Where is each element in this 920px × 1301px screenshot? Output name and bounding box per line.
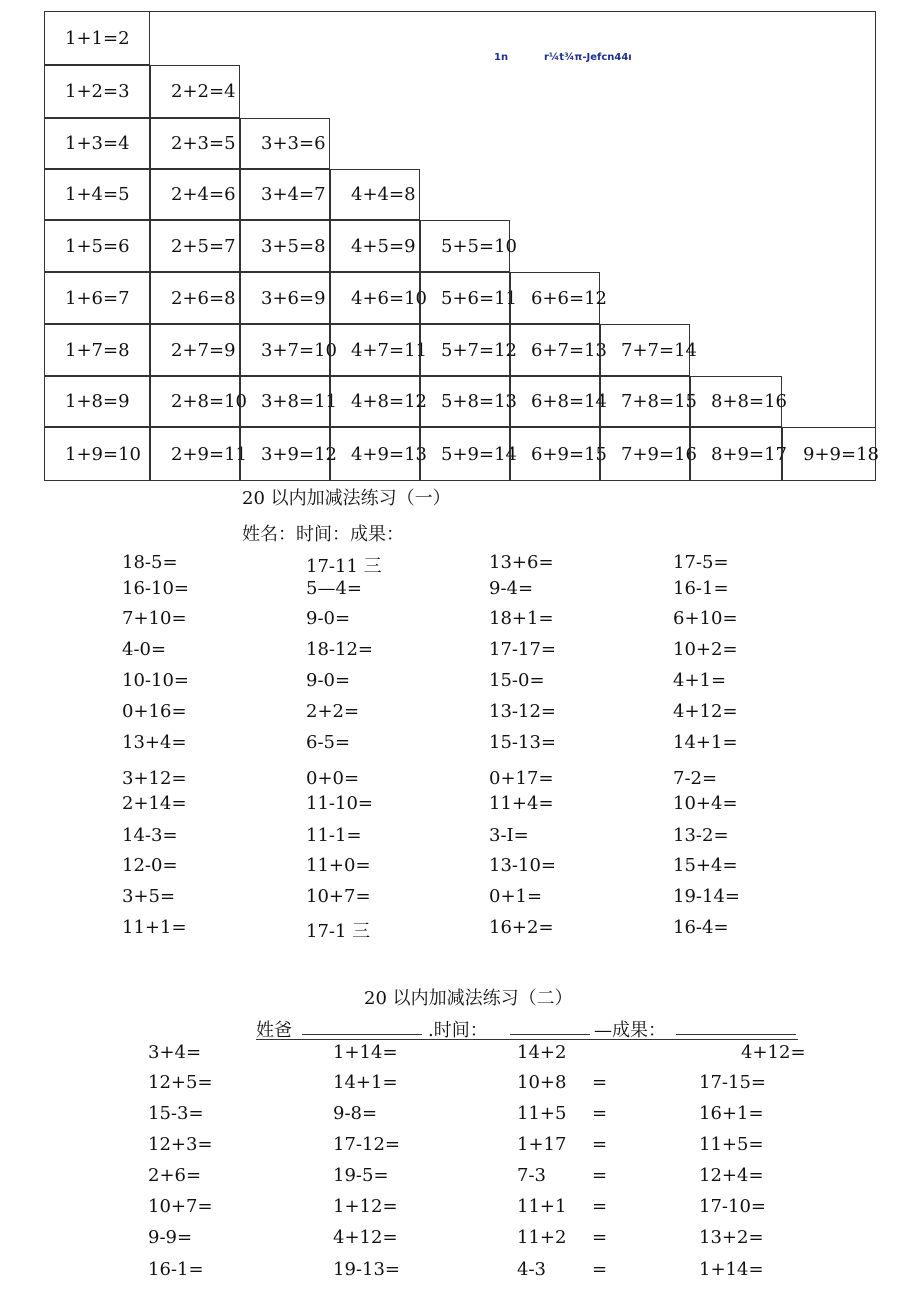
table-cell: 7+8=15 [600, 376, 690, 427]
table-cell: 6+7=13 [510, 324, 600, 376]
practice2-title: 20 以内加减法练习（二） [364, 988, 573, 1009]
problem: 3+12= [122, 768, 187, 789]
problem: 11+5= [699, 1134, 764, 1155]
problem: 15+4= [673, 855, 738, 876]
problem: 12+3= [148, 1134, 213, 1155]
table-cell: 3+6=9 [240, 272, 330, 324]
problem: 11-1= [306, 825, 362, 846]
problem: = [592, 1165, 608, 1186]
problem: 14+2 [517, 1042, 567, 1063]
table-cell: 2+7=9 [150, 324, 240, 376]
problem: 16-1= [673, 578, 729, 599]
problem: 17-1 三 [306, 921, 371, 942]
table-cell: 1+1=2 [44, 11, 150, 65]
problem: 13+6= [489, 552, 554, 573]
problem: 17-10= [699, 1196, 766, 1217]
problem: 10+7= [148, 1196, 213, 1217]
problem: 4+12= [741, 1042, 806, 1063]
problem: 9-0= [306, 608, 351, 629]
problem: 0+16= [122, 701, 187, 722]
table-cell: 1+8=9 [44, 376, 150, 427]
table-cell: 2+4=6 [150, 169, 240, 220]
table-cell: 6+6=12 [510, 272, 600, 324]
problem: 10+8 [517, 1072, 567, 1093]
problem: 1+12= [333, 1196, 398, 1217]
problem: 3+4= [148, 1042, 202, 1063]
table-cell: 3+7=10 [240, 324, 330, 376]
problem: 7-2= [673, 768, 718, 789]
problem: 7-3 [517, 1165, 546, 1186]
problem: 0+1= [489, 886, 543, 907]
problem: 11+2 [517, 1227, 567, 1248]
table-note-left: 1n [494, 52, 509, 63]
table-cell: 3+3=6 [240, 118, 330, 169]
table-cell: 5+6=11 [420, 272, 510, 324]
practice2-name-label: 姓爸 [256, 1020, 292, 1041]
problem: 4-3 [517, 1259, 546, 1280]
problem: 6-5= [306, 732, 351, 753]
problem: 11+1 [517, 1196, 567, 1217]
table-cell: 3+5=8 [240, 220, 330, 272]
problem: = [592, 1103, 608, 1124]
table-cell: 1+7=8 [44, 324, 150, 376]
problem: 9-4= [489, 578, 534, 599]
problem: 4-0= [122, 639, 167, 660]
table-cell: 5+7=12 [420, 324, 510, 376]
table-cell: 2+5=7 [150, 220, 240, 272]
table-cell: 4+4=8 [330, 169, 420, 220]
problem: 10+2= [673, 639, 738, 660]
time-blank[interactable] [510, 1018, 590, 1035]
problem: = [592, 1259, 608, 1280]
problem: 10-10= [122, 670, 189, 691]
header-rule [256, 1039, 798, 1040]
problem: 11+0= [306, 855, 371, 876]
table-cell: 2+3=5 [150, 118, 240, 169]
problem: 15-0= [489, 670, 545, 691]
table-cell: 7+9=16 [600, 427, 690, 481]
problem: 1+17 [517, 1134, 567, 1155]
table-cell: 4+8=12 [330, 376, 420, 427]
problem: 16+1= [699, 1103, 764, 1124]
table-cell: 6+8=14 [510, 376, 600, 427]
problem: 11+5 [517, 1103, 567, 1124]
table-cell: 1+4=5 [44, 169, 150, 220]
practice1-header: 姓名：时间：成果： [242, 524, 404, 545]
problem: 13-2= [673, 825, 729, 846]
problem: 16-1= [148, 1259, 204, 1280]
table-cell: 6+9=15 [510, 427, 600, 481]
addition-table [44, 11, 879, 481]
problem: 13+2= [699, 1227, 764, 1248]
problem: 19-14= [673, 886, 740, 907]
table-cell: 2+6=8 [150, 272, 240, 324]
practice2-time-label: .时间： [428, 1020, 488, 1041]
problem: 9-0= [306, 670, 351, 691]
problem: 4+12= [333, 1227, 398, 1248]
problem: 7+10= [122, 608, 187, 629]
table-cell: 4+9=13 [330, 427, 420, 481]
problem: 16-10= [122, 578, 189, 599]
problem: 17-11 三 [306, 556, 382, 577]
table-cell: 1+6=7 [44, 272, 150, 324]
table-cell: 2+9=11 [150, 427, 240, 481]
problem: = [592, 1227, 608, 1248]
problem: 13+4= [122, 732, 187, 753]
problem: 1+14= [333, 1042, 398, 1063]
table-cell: 4+5=9 [330, 220, 420, 272]
problem: 2+6= [148, 1165, 202, 1186]
table-cell: 5+8=13 [420, 376, 510, 427]
problem: 19-5= [333, 1165, 389, 1186]
problem: 3-I= [489, 825, 529, 846]
problem: 17-5= [673, 552, 729, 573]
table-cell: 2+8=10 [150, 376, 240, 427]
problem: 12+4= [699, 1165, 764, 1186]
problem: 1+14= [699, 1259, 764, 1280]
table-cell: 1+5=6 [44, 220, 150, 272]
problem: 4+12= [673, 701, 738, 722]
table-cell: 8+8=16 [690, 376, 782, 427]
problem: 17-17= [489, 639, 556, 660]
table-cell: 1+2=3 [44, 65, 150, 118]
table-cell: 7+7=14 [600, 324, 690, 376]
table-cell: 3+8=11 [240, 376, 330, 427]
problem: 9-9= [148, 1227, 193, 1248]
problem: 17-15= [699, 1072, 766, 1093]
problem: = [592, 1196, 608, 1217]
problem: 15-3= [148, 1103, 204, 1124]
score-blank[interactable] [676, 1018, 796, 1035]
problem: 10+7= [306, 886, 371, 907]
problem: 11+1= [122, 917, 187, 938]
problem: 6+10= [673, 608, 738, 629]
problem: 5—4= [306, 578, 362, 599]
problem: = [592, 1134, 608, 1155]
table-cell: 2+2=4 [150, 65, 240, 118]
table-cell: 4+7=11 [330, 324, 420, 376]
problem: 17-12= [333, 1134, 400, 1155]
problem: = [592, 1072, 608, 1093]
problem: 12+5= [148, 1072, 213, 1093]
table-cell: 8+9=17 [690, 427, 782, 481]
problem: 2+2= [306, 701, 360, 722]
table-cell: 1+9=10 [44, 427, 150, 481]
table-cell: 4+6=10 [330, 272, 420, 324]
problem: 4+1= [673, 670, 727, 691]
name-blank[interactable] [302, 1018, 422, 1035]
practice1-title: 20 以内加减法练习（一） [242, 488, 451, 509]
problem: 9-8= [333, 1103, 378, 1124]
problem: 16-4= [673, 917, 729, 938]
problem: 3+5= [122, 886, 176, 907]
problem: 0+17= [489, 768, 554, 789]
problem: 18+1= [489, 608, 554, 629]
problem: 14-3= [122, 825, 178, 846]
problem: 11+4= [489, 793, 554, 814]
problem: 16+2= [489, 917, 554, 938]
table-note-right: r¼t¾π-Jefcn44ı [544, 52, 632, 63]
problem: 18-5= [122, 552, 178, 573]
problem: 10+4= [673, 793, 738, 814]
problem: 15-13= [489, 732, 556, 753]
table-cell: 1+3=4 [44, 118, 150, 169]
problem: 19-13= [333, 1259, 400, 1280]
problem: 14+1= [333, 1072, 398, 1093]
table-cell: 5+5=10 [420, 220, 510, 272]
problem: 13-12= [489, 701, 556, 722]
practice2-score-label: —成果： [594, 1020, 666, 1041]
table-cell: 3+9=12 [240, 427, 330, 481]
table-cell: 5+9=14 [420, 427, 510, 481]
table-cell: 3+4=7 [240, 169, 330, 220]
problem: 12-0= [122, 855, 178, 876]
problem: 11-10= [306, 793, 373, 814]
problem: 13-10= [489, 855, 556, 876]
problem: 14+1= [673, 732, 738, 753]
problem: 18-12= [306, 639, 373, 660]
problem: 2+14= [122, 793, 187, 814]
table-cell: 9+9=18 [782, 427, 876, 481]
problem: 0+0= [306, 768, 360, 789]
